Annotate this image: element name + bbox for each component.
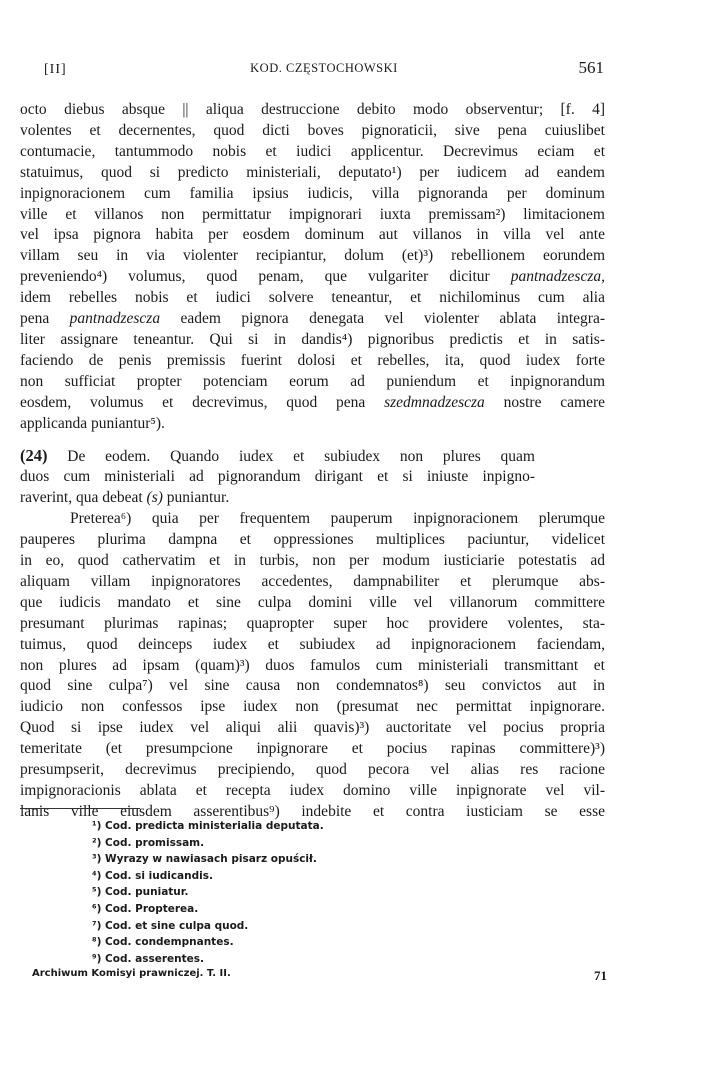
text-line: duos cum ministeriali ad pignorandum dirigant et si iniuste inpigno- xyxy=(20,468,535,486)
text-line: impignoracionis ablata et recepta iudex domino ville inpignorate vel vil- xyxy=(20,782,605,799)
text-line: raverint, qua debeat (s) puniantur. xyxy=(20,489,230,507)
running-title: KOD. CZĘSTOCHOWSKI xyxy=(250,61,398,75)
text-line: tuimus, quod deinceps iudex et subiudex ad inpignoracionem faciendam, xyxy=(20,635,605,653)
text-line: quod sine culpa⁷) vel sine causa non condemnatos⁸) seu convictos aut in xyxy=(20,677,605,695)
text-line: inpignoracionem cum familia ipsius iudicis, villa pignoranda per dominum xyxy=(20,184,605,202)
text-line: contumacie, tantummodo nobis et iudici applicentur. Decrevimus eciam et xyxy=(20,142,605,160)
vernacular-term: pantnadzescza, xyxy=(510,268,605,286)
vernacular-term: pantnadzescza xyxy=(69,310,161,328)
text-line: faciendo de penis premissis fuerint dolosi et rebelles, ita, quod iudex forte xyxy=(20,351,605,369)
text-line: Preterea⁶) quia per frequentem pauperum inpignoracionem plerumque xyxy=(70,510,605,528)
text-line: (24) De eodem. Quando iudex et subiudex non plures quam xyxy=(20,445,535,465)
text-line: lanis ville eiusdem asserentibus⁹) indebite et contra iusticiam se esse xyxy=(20,802,605,820)
article-number: (24) xyxy=(20,445,48,465)
footnote: ³) Wyrazy w nawiasach pisarz opuścił. xyxy=(92,853,317,866)
text-line: temeritate (et presumpcione inpignorare et pocius rapinas committere)³) xyxy=(20,740,605,758)
footnote: ⁹) Cod. asserentes. xyxy=(92,952,204,965)
paragraph-1 xyxy=(20,100,605,435)
text-line: statuimus, quod si predicto ministeriali, deputato¹) per iudicem ad eandem xyxy=(20,163,605,181)
text-line: eosdem, volumus et decrevimus, quod pena szedmnadzescza nostre camere xyxy=(20,393,605,411)
text-line: applicanda puniantur⁵). xyxy=(20,414,165,432)
text-line: villam seu in via violenter recipiantur, dolum (et)³) rebellionem eorundem xyxy=(20,247,605,265)
text-line: pauperes plurima dampna et oppressiones multiplices paciuntur, videlicet xyxy=(20,531,605,549)
text-line: idem rebelles nobis et iudici solvere teneantur, et nichilominus cum alia xyxy=(20,289,605,307)
footnote: ⁷) Cod. et sine culpa quod. xyxy=(92,919,249,932)
footnote: ⁵) Cod. puniatur. xyxy=(92,886,189,899)
article-rubric xyxy=(20,446,535,510)
footnote-divider xyxy=(20,808,140,809)
text-line: Quod si ipse iudex vel aliqui alii quavis)³) auctoritate vel pocius propria xyxy=(20,719,605,737)
text-line: aliquam villam inpignoratores accedentes, dampnabiliter et plerumque abs- xyxy=(20,572,605,590)
footnotes xyxy=(92,818,324,967)
paragraph-2 xyxy=(20,509,605,823)
footnote: ⁸) Cod. condempnantes. xyxy=(92,936,234,949)
page-number: 561 xyxy=(578,58,604,77)
text-line: pena pantnadzescza eadem pignora denegata vel violenter ablata integra- xyxy=(20,310,606,328)
source-footer: Archiwum Komisyi prawniczej. T. II. xyxy=(32,968,231,979)
footnote: ¹) Cod. predicta ministerialia deputata. xyxy=(92,820,324,832)
text-line: presumpserit, decrevimus precipiendo, quod pecora vel alias res racione xyxy=(20,761,605,779)
text-line: non sufficiat propter potenciam eorum ad puniendum et inpignorandum xyxy=(20,372,605,390)
footnote: ⁴) Cod. si iudicandis. xyxy=(92,869,213,882)
text-line: non plures ad ipsam (quam)³) duos famulos cum ministeriali transmittant et xyxy=(20,656,605,674)
section-number: [II] xyxy=(44,62,67,77)
text-line: liter assignare teneantur. Qui si in dandis⁴) pignoribus predictis et in satis- xyxy=(20,330,605,348)
text-line: volentes et decernentes, quod dicti boves pignoraticii, sive pena cuiuslibet xyxy=(20,121,605,139)
text-line: iudicio non confessos ipse iudex non (presumat nec permittat inpignorare. xyxy=(20,698,605,716)
vernacular-term: szedmnadzescza xyxy=(384,393,485,411)
text-line: ville et villanos non permittatur impignorari iuxta premissam²) limitacionem xyxy=(20,205,605,223)
text-line: vel ipsa pignora habita per eosdem dominum aut villanos in villa vel ante xyxy=(20,226,605,244)
text-line: octo diebus absque || aliqua destruccione debito modo observentur; [f. 4] xyxy=(20,101,605,118)
text-line: in eo, quod cathervatim et in turbis, non per modum iusticiarie potestatis ad xyxy=(20,552,605,570)
text-line: presumant plurimas rapinas; quapropter super hoc providere volentes, sta- xyxy=(20,614,605,632)
signature-mark: 71 xyxy=(594,968,607,983)
footnote: ²) Cod. promissam. xyxy=(92,836,205,849)
text-line: preveniendo⁴) volumus, quod penam, que vulgariter dicitur pantnadzescza, xyxy=(20,268,605,286)
text-line: que iudicis mandato et sine culpa domini ville vel villanorum committere xyxy=(20,593,605,611)
body-text xyxy=(20,100,605,823)
running-header xyxy=(44,58,604,82)
footnote: ⁶) Cod. Propterea. xyxy=(92,902,199,915)
